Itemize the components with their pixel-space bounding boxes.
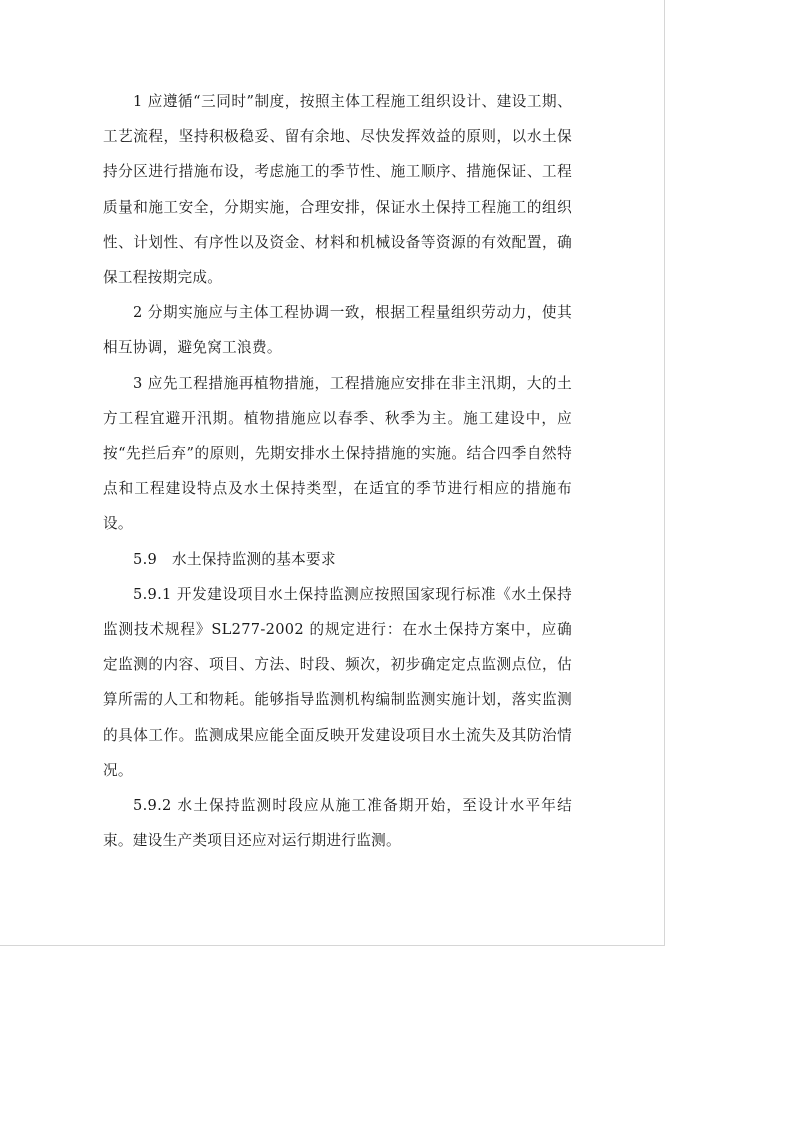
subsection-5-9-1: 5.9.1 开发建设项目水土保持监测应按照国家现行标准《水土保持监测技术规程》SL277-2002 的规定进行：在水土保持方案中，应确定监测的内容、项目、方法、时段、频次，初步确定定点监测点位，估算所需的人工和物耗。能够指导监测机构编制监测实施计划，落实监测的具体工作。监测成果应能全面反映开发建设项目水土流失及其防治情况。 <box>103 585 572 779</box>
paragraph-item-3: 3 应先工程措施再植物措施，工程措施应安排在非主汛期，大的土方工程宜避开汛期。植物措施应以春季、秋季为主。施工建设中，应按“先拦后弃”的原则，先期安排水土保持措施的实施。结合四季自然特点和工程建设特点及水土保持类型，在适宜的季节进行相应的措施布设。 <box>103 374 572 533</box>
document-body <box>103 84 572 858</box>
paragraph-item-1: 1 应遵循“三同时”制度，按照主体工程施工组织设计、建设工期、工艺流程，坚持积极稳妥、留有余地、尽快发挥效益的原则，以水土保持分区进行措施布设，考虑施工的季节性、施工顺序、措施保证、工程质量和施工安全，分期实施，合理安排，保证水土保持工程施工的组织性、计划性、有序性以及资金、材料和机械设备等资源的有效配置，确保工程按期完成。 <box>103 93 572 287</box>
paragraph-item-2: 2 分期实施应与主体工程协调一致，根据工程量组织劳动力，使其相互协调，避免窝工浪费。 <box>103 304 572 357</box>
section-heading: 5.9 水土保持监测的基本要求 <box>133 550 336 568</box>
subsection-5-9-2: 5.9.2 水土保持监测时段应从施工准备期开始，至设计水平年结束。建设生产类项目还应对运行期进行监测。 <box>103 797 572 850</box>
